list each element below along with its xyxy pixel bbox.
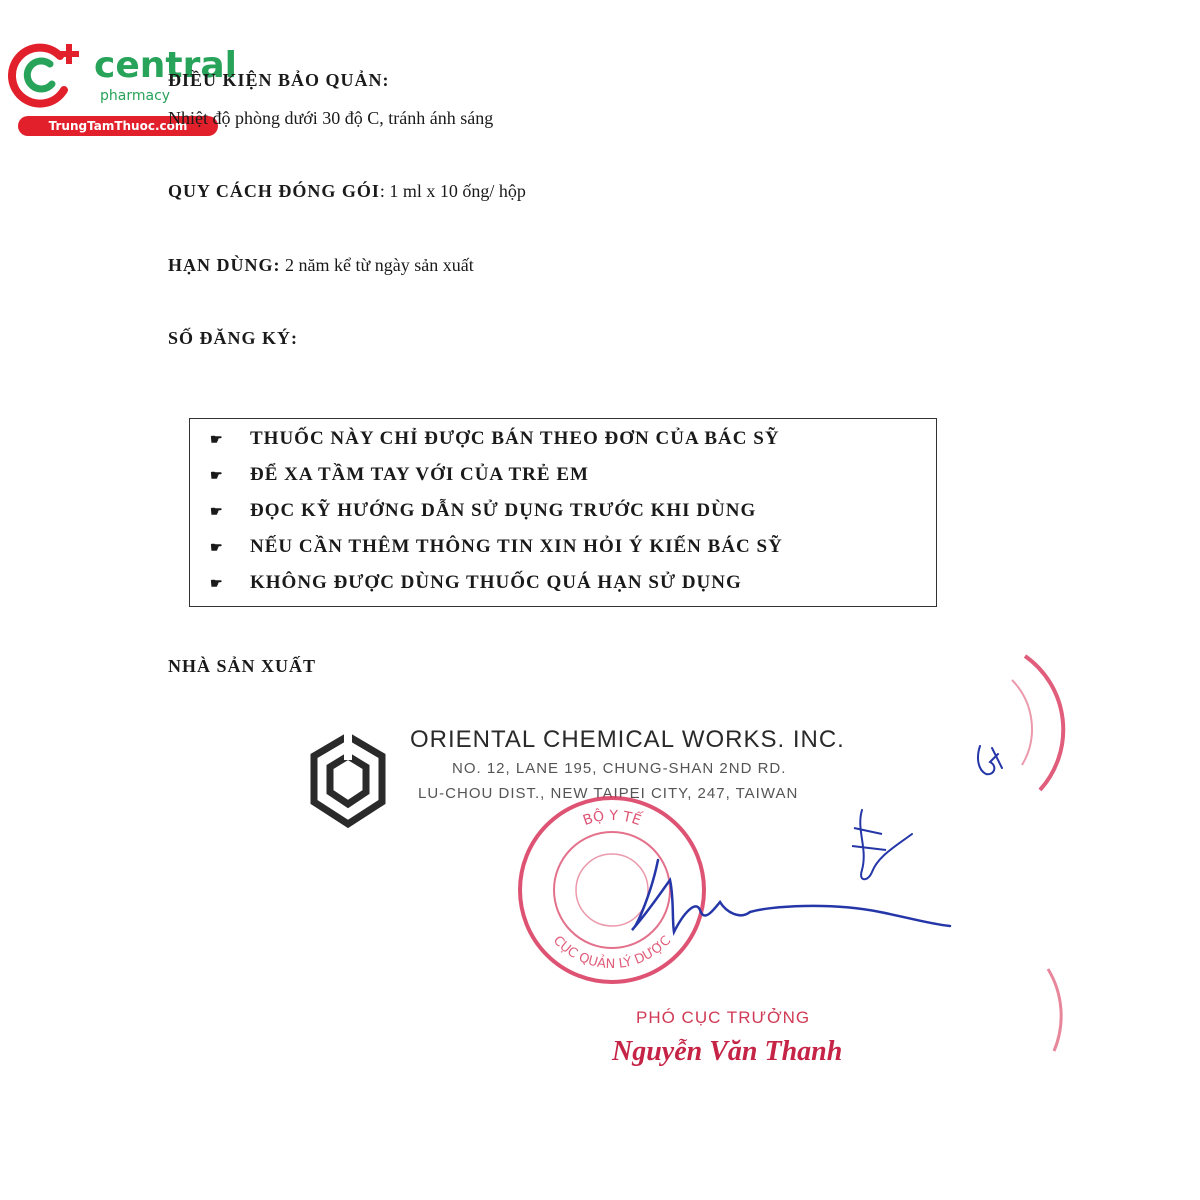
warning-text: NẾU CẦN THÊM THÔNG TIN XIN HỎI Ý KIẾN BÁC SỸ: [250, 536, 783, 557]
brand-name: central: [94, 45, 237, 86]
signatory-role: PHÓ CỤC TRƯỞNG: [636, 1008, 811, 1027]
storage-label-line: [168, 70, 390, 91]
warnings-box: [189, 418, 937, 607]
pharmacy-cross-logo-icon: [8, 36, 94, 116]
expiry-label: HẠN DÙNG:: [168, 255, 281, 275]
packaging-line: [168, 181, 526, 202]
signature-icon: [600, 650, 960, 950]
manufacturer-logo-icon: [308, 732, 388, 832]
storage-value: Nhiệt độ phòng dưới 30 độ C, tránh ánh sáng: [168, 108, 494, 128]
expiry-line: [168, 255, 474, 276]
manufacturer-address-2: LU-CHOU DIST., NEW TAIPEI CITY, 247, TAIWAN: [418, 785, 799, 802]
stamp-bottom-text: CỤC QUẢN LÝ DƯỢC: [549, 933, 675, 973]
pointing-hand-icon: ☛: [210, 577, 224, 592]
initials-icon: [972, 740, 1012, 780]
brand-sub: pharmacy: [100, 88, 171, 104]
warning-text: KHÔNG ĐƯỢC DÙNG THUỐC QUÁ HẠN SỬ DỤNG: [250, 572, 742, 593]
warning-item: [210, 493, 756, 529]
packaging-label: QUY CÁCH ĐÓNG GÓI: [168, 181, 380, 201]
pointing-hand-icon: ☛: [210, 433, 224, 448]
warning-text: ĐỂ XA TẦM TAY VỚI CỦA TRẺ EM: [250, 464, 589, 485]
pointing-hand-icon: ☛: [210, 505, 224, 520]
registration-label: SỐ ĐĂNG KÝ:: [168, 328, 299, 348]
manufacturer-address-1: NO. 12, LANE 195, CHUNG-SHAN 2ND RD.: [452, 760, 787, 777]
manufacturer-name: ORIENTAL CHEMICAL WORKS. INC.: [410, 726, 845, 753]
pointing-hand-icon: ☛: [210, 469, 224, 484]
manufacturer-label: NHÀ SẢN XUẤT: [168, 656, 317, 676]
warning-item: [210, 529, 783, 565]
warning-item: [210, 457, 589, 493]
warning-text: ĐỌC KỸ HƯỚNG DẪN SỬ DỤNG TRƯỚC KHI DÙNG: [250, 500, 757, 521]
packaging-value: : 1 ml x 10 ống/ hộp: [379, 181, 526, 201]
pointing-hand-icon: ☛: [210, 541, 224, 556]
warning-item: [210, 565, 742, 601]
storage-label: ĐIỀU KIỆN BẢO QUẢN:: [168, 70, 390, 90]
signatory-name: Nguyễn Văn Thanh: [612, 1036, 843, 1067]
partial-stamp-arc-icon: [1040, 965, 1080, 1055]
expiry-value: 2 năm kể từ ngày sản xuất: [280, 255, 474, 275]
stamp-top-text: BỘ Y TẾ: [581, 807, 643, 830]
warning-text: THUỐC NÀY CHỈ ĐƯỢC BÁN THEO ĐƠN CỦA BÁC SỸ: [250, 428, 780, 449]
manufacturer-line: [168, 656, 316, 677]
registration-line: [168, 328, 298, 349]
brand-site: TrungTamThuoc.com: [18, 116, 218, 136]
partial-stamp-arc-icon: [1000, 650, 1080, 800]
warning-item: [210, 421, 780, 457]
